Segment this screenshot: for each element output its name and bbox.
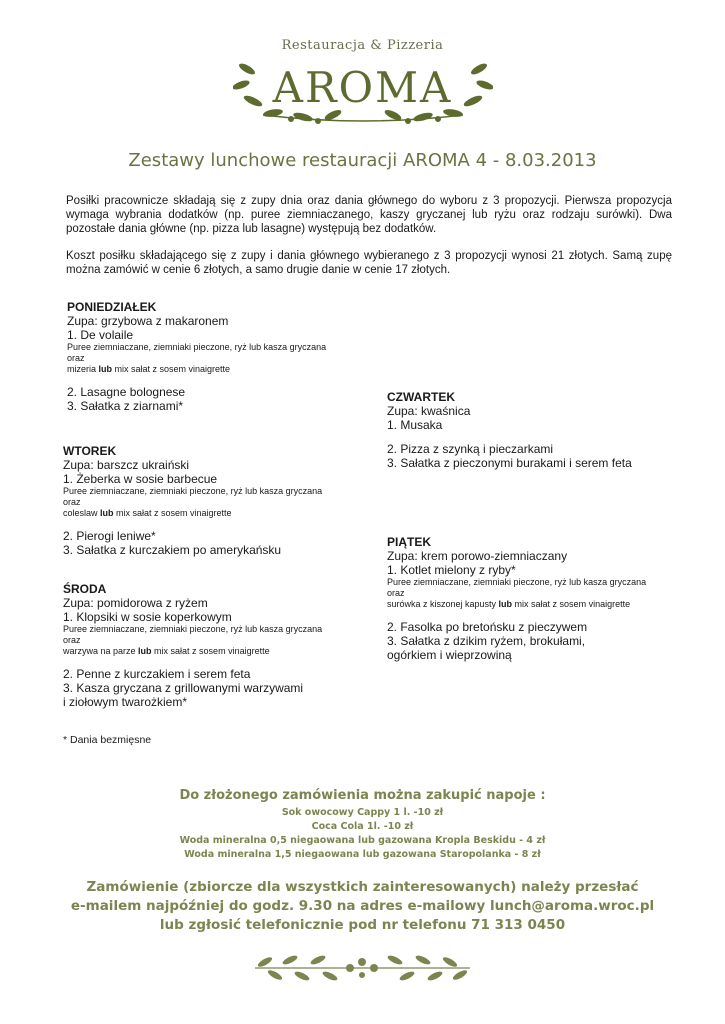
day-friday [387, 535, 646, 662]
dish-3: 3. Sałatka z pieczonymi burakami i serem feta [387, 456, 632, 470]
dish-1: 1. De volaile [67, 328, 134, 342]
side-options: Puree ziemniaczane, ziemniaki pieczone, ryż lub kasza gryczana [387, 577, 647, 587]
day-name: CZWARTEK [387, 390, 455, 404]
dish-3: 3. Kasza gryczana z grillowanymi warzywami [63, 681, 304, 695]
order-line-3: lub zgłosić telefonicznie pod nr telefonu 71 313 0450 [159, 917, 566, 933]
side-salad-lub: lub [98, 364, 113, 374]
logo-text: AROMA [272, 63, 453, 112]
dish-3: 3. Sałatka z ziarnami* [67, 399, 184, 413]
dish-1: 1. Klopsiki w sosie koperkowym [63, 610, 232, 624]
day-name: ŚRODA [63, 582, 107, 596]
page-title: Zestawy lunchowe restauracji AROMA 4 - 8.03.2013 [128, 150, 597, 171]
logo [233, 55, 493, 125]
day-wednesday [63, 582, 322, 709]
footnote: * Dania bezmięsne [63, 734, 152, 746]
side-oraz: oraz [387, 588, 405, 598]
dish-2: 2. Pierogi leniwe* [63, 529, 156, 543]
side-options: Puree ziemniaczane, ziemniaki pieczone, ryż lub kasza gryczana [63, 486, 323, 496]
drink-item: Sok owocowy Cappy 1 l. -10 zł [281, 807, 444, 818]
side-options: Puree ziemniaczane, ziemniaki pieczone, ryż lub kasza gryczana [67, 342, 327, 352]
day-name: PONIEDZIAŁEK [67, 300, 157, 314]
dish-2: 2. Penne z kurczakiem i serem feta [63, 667, 251, 681]
olive-branch-footer-icon [250, 948, 475, 988]
order-line-1: Zamówienie (zbiorcze dla wszystkich zainteresowanych) należy przesłać [86, 879, 639, 895]
header [0, 38, 725, 125]
soup: Zupa: kwaśnica [387, 404, 471, 418]
side-salad-post: mix sałat z sosem vinaigrette [113, 508, 232, 518]
side-salad [387, 599, 646, 610]
side-salad-lub: lub [100, 508, 114, 518]
drink-item: Coca Cola 1l. -10 zł [311, 821, 414, 832]
side-salad [63, 646, 322, 657]
soup: Zupa: krem porowo-ziemniaczany [387, 549, 568, 563]
dish-2: 2. Lasagne bolognese [67, 385, 186, 399]
side-options: Puree ziemniaczane, ziemniaki pieczone, ryż lub kasza gryczana [63, 624, 323, 634]
soup: Zupa: pomidorowa z ryżem [63, 596, 208, 610]
dish-2: 2. Pizza z szynką i pieczarkami [387, 442, 554, 456]
side-salad-post: mix sałat z sosem vinaigrette [151, 646, 270, 656]
side-salad [67, 364, 326, 375]
dish-3-cont: i ziołowym twarożkiem* [63, 695, 188, 709]
side-salad-post: mix sałat z sosem vinaigrette [512, 599, 631, 609]
side-salad-pre: mizeria [67, 364, 99, 374]
order-instructions [0, 878, 725, 935]
day-monday [67, 300, 326, 413]
side-salad-lub: lub [498, 599, 513, 609]
intro-paragraph-2: Koszt posiłku składającego się z zupy i dania głównego wybieranego z 3 propozycji wynosi 21 złotych. Samą zupę można zamówić w cenie 6 złotych, a samo drugie danie w cenie 17 złotych. [66, 250, 672, 276]
drinks-title: Do złożonego zamówienia można zakupić napoje : [179, 788, 546, 803]
side-salad-post: mix sałat z sosem vinaigrette [112, 364, 231, 374]
soup: Zupa: barszcz ukraiński [63, 458, 190, 472]
side-salad [63, 508, 322, 519]
dish-1: 1. Kotlet mielony z ryby* [387, 563, 516, 577]
side-salad-pre: warzywa na parze [63, 646, 139, 656]
dish-2: 2. Fasolka po bretońsku z pieczywem [387, 620, 588, 634]
brand-subtitle: Restauracja & Pizzeria [281, 38, 444, 53]
day-name: PIĄTEK [387, 535, 432, 549]
soup: Zupa: grzybowa z makaronem [67, 314, 229, 328]
side-salad-lub: lub [138, 646, 152, 656]
side-salad-pre: coleslaw [63, 508, 101, 518]
dish-1: 1. Żeberka w sosie barbecue [63, 472, 218, 486]
day-thursday [387, 390, 632, 470]
dish-1: 1. Musaka [387, 418, 443, 432]
dish-3: 3. Sałatka z kurczakiem po amerykańsku [63, 543, 282, 557]
drink-item: Woda mineralna 1,5 niegaowana lub gazowana Staropolanka - 8 zł [184, 849, 541, 860]
side-oraz: oraz [67, 353, 85, 363]
order-line-2: e-mailem najpóźniej do godz. 9.30 na adres e-mailowy lunch@aroma.wroc.pl [70, 898, 655, 914]
dish-3: 3. Sałatka z dzikim ryżem, brokułami, [387, 634, 586, 648]
side-salad-pre: surówka z kiszonej kapusty [387, 599, 499, 609]
day-name: WTOREK [63, 444, 117, 458]
drinks-section [0, 788, 725, 862]
side-oraz: oraz [63, 497, 81, 507]
dish-3-cont: ogórkiem i wieprzowiną [387, 648, 512, 662]
intro-paragraph-1: Posiłki pracownicze składają się z zupy dnia oraz dania głównego do wyboru z 3 propozycji. Pierwsza propozycja wymaga wybrania dodatków (np. puree ziemniaczanego, kaszy gryczanej lub ryżu oraz rodzaju surówki). Dwa pozostałe dania główne (np. pizza lub lasagne) występują bez dodatków. [66, 195, 672, 235]
side-oraz: oraz [63, 635, 81, 645]
drink-item: Woda mineralna 0,5 niegaowana lub gazowana Kropla Beskidu - 4 zł [179, 835, 546, 846]
day-tuesday [63, 444, 322, 557]
